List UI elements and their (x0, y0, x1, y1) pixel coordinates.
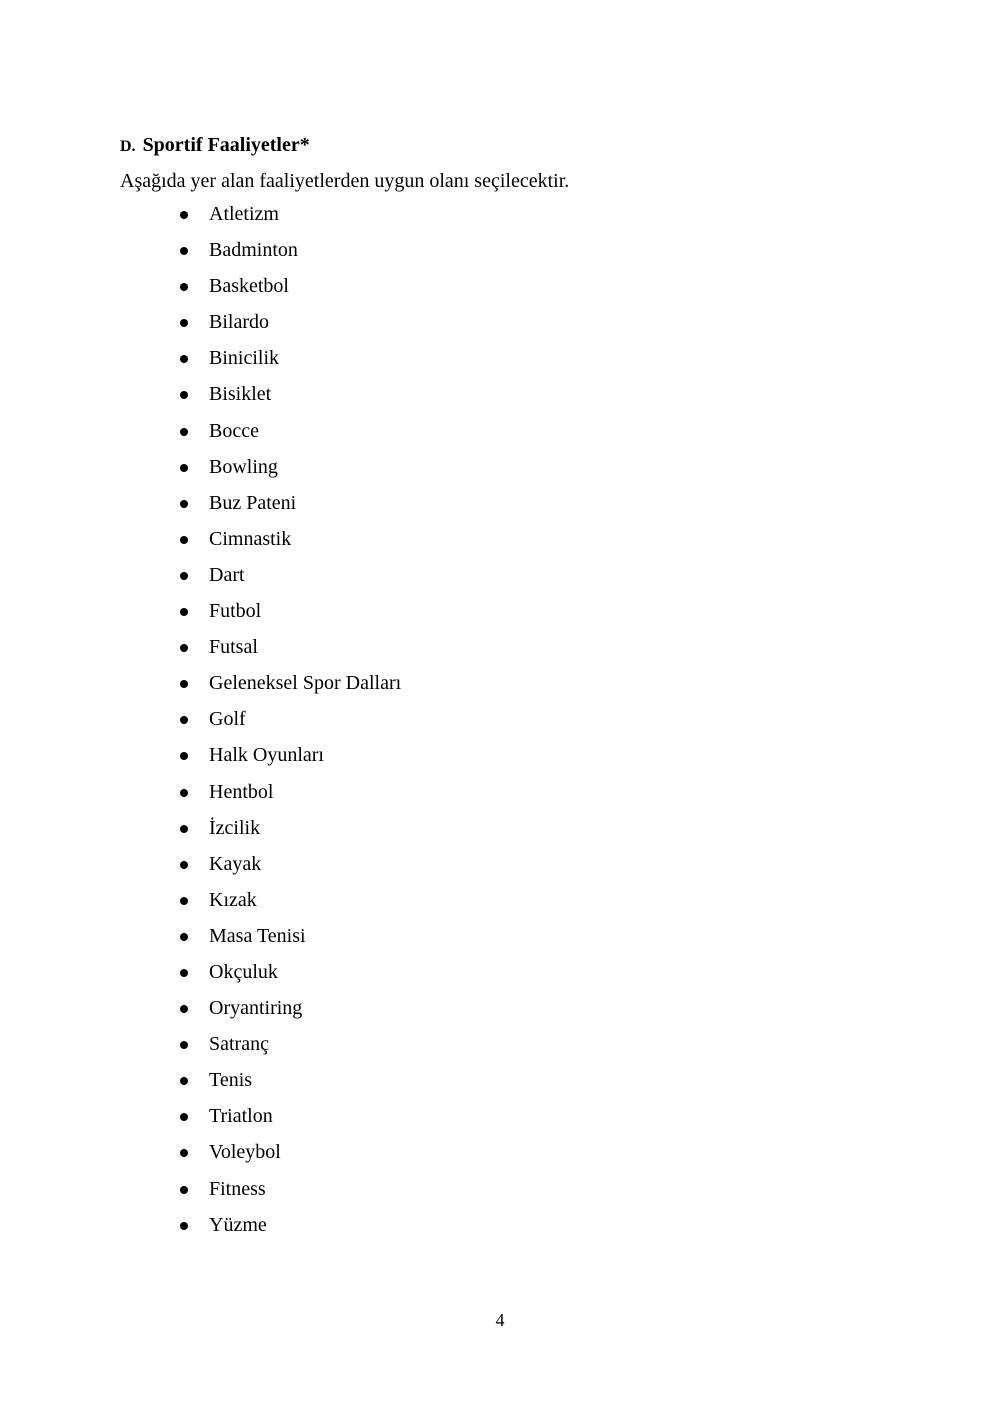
list-item-label: Halk Oyunları (209, 744, 324, 767)
activity-list (0, 200, 1000, 1247)
list-item (0, 1030, 1000, 1066)
bullet-icon (180, 1005, 188, 1013)
list-item (0, 1175, 1000, 1211)
bullet-icon (180, 536, 188, 544)
list-item-label: Tenis (209, 1069, 253, 1092)
list-item-label: Oryantiring (209, 997, 303, 1020)
list-item (0, 958, 1000, 994)
bullet-icon (180, 1077, 188, 1085)
bullet-icon (180, 861, 188, 869)
list-item-label: Okçuluk (209, 960, 278, 983)
list-item (0, 1102, 1000, 1138)
list-item-label: Dart (209, 563, 245, 586)
list-item-label: Futsal (209, 636, 258, 659)
list-item-label: Futbol (209, 600, 262, 623)
list-item (0, 705, 1000, 741)
section-heading (120, 131, 310, 161)
list-item (0, 778, 1000, 814)
bullet-icon (180, 1222, 188, 1230)
bullet-icon (180, 680, 188, 688)
list-item (0, 814, 1000, 850)
bullet-icon (180, 572, 188, 580)
list-item (0, 417, 1000, 453)
list-item-label: Kayak (209, 852, 262, 875)
list-item (0, 561, 1000, 597)
bullet-icon (180, 1041, 188, 1049)
list-item-label: Voleybol (209, 1141, 281, 1164)
list-item-label: Hentbol (209, 780, 274, 803)
bullet-icon (180, 391, 188, 399)
bullet-icon (180, 428, 188, 436)
list-item-label: Binicilik (209, 347, 279, 370)
list-item (0, 272, 1000, 308)
bullet-icon (180, 319, 188, 327)
bullet-icon (180, 933, 188, 941)
bullet-icon (180, 644, 188, 652)
list-item (0, 308, 1000, 344)
list-item (0, 922, 1000, 958)
section-intro: Aşağıda yer alan faaliyetlerden uygun olanı seçilecektir. (120, 170, 570, 192)
bullet-icon (180, 752, 188, 760)
list-item (0, 741, 1000, 777)
list-item-label: Basketbol (209, 275, 289, 298)
list-item-label: Fitness (209, 1177, 266, 1200)
list-item-label: Golf (209, 708, 246, 731)
bullet-icon (180, 464, 188, 472)
list-item-label: Geleneksel Spor Dalları (209, 672, 402, 695)
list-item (0, 850, 1000, 886)
bullet-icon (180, 1186, 188, 1194)
bullet-icon (180, 247, 188, 255)
list-item-label: Bisiklet (209, 383, 272, 406)
list-item-label: Bocce (209, 419, 259, 442)
section-title: Sportif Faaliyetler* (142, 134, 310, 156)
bullet-icon (180, 211, 188, 219)
list-item-label: Triatlon (209, 1105, 273, 1128)
list-item (0, 1138, 1000, 1174)
list-item (0, 200, 1000, 236)
list-item (0, 1066, 1000, 1102)
list-item-label: Kızak (209, 888, 257, 911)
list-item (0, 453, 1000, 489)
bullet-icon (180, 789, 188, 797)
list-item (0, 525, 1000, 561)
list-item-label: Masa Tenisi (209, 924, 306, 947)
list-item (0, 489, 1000, 525)
list-item-label: Badminton (209, 239, 298, 262)
list-item-label: İzcilik (209, 816, 261, 839)
list-item-label: Atletizm (209, 203, 279, 225)
bullet-icon (180, 608, 188, 616)
list-item-label: Bowling (209, 455, 278, 478)
bullet-icon (180, 897, 188, 905)
list-item (0, 380, 1000, 416)
page-number: 4 (495, 1310, 505, 1330)
bullet-icon (180, 1113, 188, 1121)
bullet-icon (180, 283, 188, 291)
bullet-icon (180, 500, 188, 508)
bullet-icon (180, 355, 188, 363)
list-item (0, 669, 1000, 705)
list-item-label: Buz Pateni (209, 491, 297, 514)
list-item (0, 633, 1000, 669)
bullet-icon (180, 1149, 188, 1157)
list-item (0, 994, 1000, 1030)
list-item (0, 597, 1000, 633)
list-item (0, 236, 1000, 272)
list-item-label: Yüzme (209, 1213, 267, 1236)
list-item-label: Bilardo (209, 311, 269, 334)
bullet-icon (180, 969, 188, 977)
list-item (0, 344, 1000, 380)
list-item (0, 886, 1000, 922)
section-letter: D. (120, 138, 136, 155)
list-item-label: Cimnastik (209, 527, 292, 550)
bullet-icon (180, 825, 188, 833)
bullet-icon (180, 716, 188, 724)
list-item-label: Satranç (209, 1033, 269, 1056)
list-item (0, 1211, 1000, 1247)
